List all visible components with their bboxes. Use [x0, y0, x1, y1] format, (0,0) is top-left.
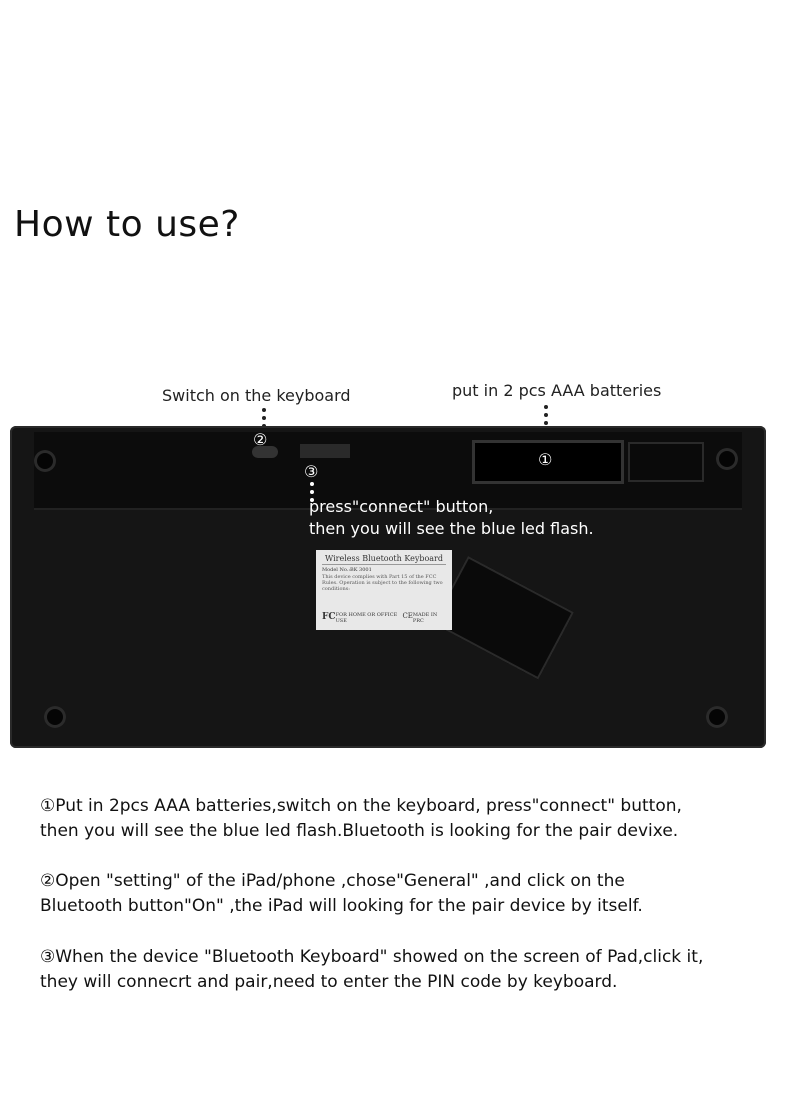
instruction-1-line2: then you will see the blue led flash.Bluetooth is looking for the pair devixe. [40, 821, 679, 841]
instruction-1-line1: ①Put in 2pcs AAA batteries,switch on the keyboard, press"connect" button, [40, 796, 682, 816]
step-2-marker: ② [253, 430, 268, 449]
instruction-step-3 [40, 945, 800, 995]
product-label [316, 550, 452, 630]
fcc-mark: FC [322, 612, 336, 622]
label-home-use: FOR HOME OR OFFICE USE [335, 612, 398, 624]
instruction-2-line1: ②Open "setting" of the iPad/phone ,chose"General" ,and click on the [40, 871, 625, 891]
rubber-foot-top-left [34, 450, 56, 472]
step-3-marker: ③ [304, 462, 319, 481]
rubber-foot-bottom-right [706, 706, 728, 728]
instruction-3-line2: they will connecrt and pair,need to enter the PIN code by keyboard. [40, 972, 618, 992]
connect-callout-line1: press"connect" button, [309, 497, 494, 516]
label-fine-print: This device complies with Part 15 of the FCC Rules. Operation is subject to the following two conditions: [322, 574, 443, 592]
instruction-step-2 [40, 869, 800, 919]
label-made-in: MADE IN PRC [412, 612, 438, 624]
connect-callout-line2: then you will see the blue led flash. [309, 519, 594, 538]
step-1-marker: ① [538, 450, 553, 469]
label-model: Model No.:BK 3001 [322, 567, 372, 573]
batteries-callout: put in 2 pcs AAA batteries [452, 381, 662, 400]
connect-button [300, 444, 350, 458]
rubber-foot-bottom-left [44, 706, 66, 728]
instruction-step-1 [40, 794, 800, 844]
instruction-3-line1: ③When the device "Bluetooth Keyboard" showed on the screen of Pad,click it, [40, 947, 704, 967]
switch-callout: Switch on the keyboard [162, 386, 351, 405]
page-title: How to use? [14, 204, 240, 245]
rubber-foot-top-right [716, 448, 738, 470]
ce-mark: CE [402, 612, 413, 620]
instruction-2-line2: Bluetooth button"On" ,the iPad will looking for the pair device by itself. [40, 896, 643, 916]
label-title: Wireless Bluetooth Keyboard [322, 554, 446, 565]
battery-door [628, 442, 704, 482]
label-footer [322, 612, 446, 624]
